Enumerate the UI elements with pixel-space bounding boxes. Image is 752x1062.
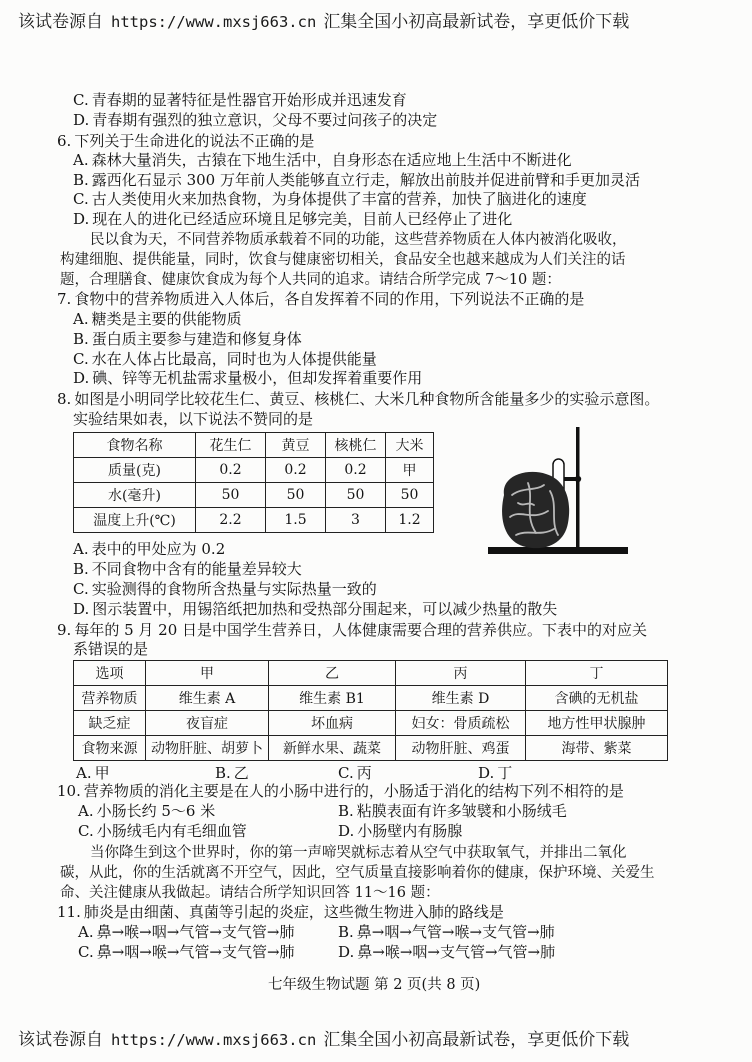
q10-option-a xyxy=(78,801,215,821)
question-number: 6. xyxy=(57,132,72,150)
q9-option-c xyxy=(338,763,372,783)
foil-wrapped-food xyxy=(502,472,569,548)
option-label: D. xyxy=(73,111,90,129)
option-text: 鼻→喉→咽→支气管→气管→肺 xyxy=(357,943,556,961)
table-cell: 动物肝脏、胡萝卜 xyxy=(146,736,269,761)
q11-option-b xyxy=(338,922,555,942)
question-number: 8. xyxy=(57,390,72,408)
option-text: 鼻→喉→咽→气管→支气管→肺 xyxy=(96,923,295,941)
question-stem: 每年的 5 月 20 日是中国学生营养日，人体健康需要合理的营养供应。下表中的对应关 xyxy=(74,621,648,639)
q6-option-b xyxy=(73,170,640,190)
table-cell: 妇女：骨质疏松 xyxy=(396,711,526,736)
nutrition-table xyxy=(73,660,668,761)
table-cell: 甲 xyxy=(386,458,434,483)
foil-crease xyxy=(518,503,534,505)
option-label: C. xyxy=(73,580,89,598)
option-label: A. xyxy=(73,310,89,328)
option-text: 鼻→咽→喉→气管→支气管→肺 xyxy=(96,943,295,961)
table-header-cell: 乙 xyxy=(269,661,396,686)
q9-option-d xyxy=(478,763,512,783)
passage-7-10-line: 题，合理膳食、健康饮食成为每个人共同的追求。请结合所学完成 7～10 题： xyxy=(60,272,561,288)
question-stem: 下列关于生命进化的说法不正确的是 xyxy=(74,132,315,150)
table-header-cell: 核桃仁 xyxy=(326,433,386,458)
question-stem: 营养物质的消化主要是在人的小肠中进行的，小肠适于消化的结构下列不相符的是 xyxy=(83,782,624,800)
watermark-prefix: 该试卷源自 xyxy=(18,1030,103,1050)
table-cell: 1.2 xyxy=(386,508,434,533)
table-row xyxy=(74,483,434,508)
option-label: B. xyxy=(73,330,89,348)
table-header-cell: 选项 xyxy=(74,661,146,686)
table-cell: 食物来源 xyxy=(74,736,146,761)
option-text: 表中的甲处应为 0.2 xyxy=(91,540,226,558)
table-cell: 50 xyxy=(386,483,434,508)
table-row xyxy=(74,686,668,711)
option-text: 鼻→咽→气管→喉→支气管→肺 xyxy=(356,923,555,941)
table-cell: 0.2 xyxy=(326,458,386,483)
question-stem: 如图是小明同学比较花生仁、黄豆、核桃仁、大米几种食物所含能量多少的实验示意图。 xyxy=(74,390,660,408)
table-cell: 2.2 xyxy=(196,508,266,533)
question-number: 7. xyxy=(57,290,72,308)
option-label: C. xyxy=(73,91,89,109)
q9-option-a xyxy=(76,763,110,783)
option-text: 现在人的进化已经适应环境且足够完美，目前人已经停止了进化 xyxy=(92,210,513,228)
option-text: 丁 xyxy=(497,764,513,782)
q9-option-b xyxy=(215,763,249,783)
table-cell: 海带、紫菜 xyxy=(526,736,668,761)
table-cell: 缺乏症 xyxy=(74,711,146,736)
table-cell: 质量(克) xyxy=(74,458,196,483)
experiment-apparatus-figure xyxy=(488,425,628,557)
question-number: 10. xyxy=(57,782,81,800)
option-label: A. xyxy=(76,764,92,782)
stand-base-plate xyxy=(488,547,628,554)
table-cell: 水(毫升) xyxy=(74,483,196,508)
q11-option-d xyxy=(338,942,555,962)
option-text: 乙 xyxy=(233,764,249,782)
passage-7-10-line: 构建细胞、提供能量，同时，饮食与健康密切相关，食品安全也越来越成为人们关注的话 xyxy=(60,252,626,268)
food-energy-table xyxy=(73,432,434,533)
table-cell: 3 xyxy=(326,508,386,533)
q11-stem xyxy=(57,902,504,922)
q10-option-b xyxy=(338,801,567,821)
option-text: 小肠长约 5～6 米 xyxy=(96,802,216,820)
q5-option-d xyxy=(73,110,437,130)
q5-option-c xyxy=(73,90,407,110)
table-header-cell: 食物名称 xyxy=(74,433,196,458)
table-row xyxy=(74,508,434,533)
option-text: 青春期有强烈的独立意识，父母不要过问孩子的决定 xyxy=(92,111,438,129)
option-label: C. xyxy=(338,764,354,782)
table-cell: 新鲜水果、蔬菜 xyxy=(269,736,396,761)
option-text: 露西化石显示 300 万年前人类能够直立行走，解放出前肢并促进前臂和手更加灵活 xyxy=(91,171,640,189)
option-label: A. xyxy=(73,151,89,169)
table-cell: 夜盲症 xyxy=(146,711,269,736)
clamp-screw xyxy=(575,476,581,482)
option-text: 丙 xyxy=(356,764,372,782)
q6-option-d xyxy=(73,209,512,229)
table-header-cell: 丙 xyxy=(396,661,526,686)
q10-option-c xyxy=(78,821,247,841)
q8-option-d xyxy=(73,599,557,619)
option-text: 糖类是主要的供能物质 xyxy=(91,310,242,328)
option-text: 青春期的显著特征是性器官开始形成并迅速发育 xyxy=(91,91,407,109)
option-text: 图示装置中，用锡箔纸把加热和受热部分围起来，可以减少热量的散失 xyxy=(92,600,558,618)
table-cell: 动物肝脏、鸡蛋 xyxy=(396,736,526,761)
q11-option-a xyxy=(78,922,294,942)
table-cell: 地方性甲状腺肿 xyxy=(526,711,668,736)
watermark-prefix: 该试卷源自 xyxy=(18,12,103,32)
q6-option-a xyxy=(73,150,572,170)
option-text: 森林大量消失，古猿在下地生活中，自身形态在适应地上生活中不断进化 xyxy=(91,151,572,169)
table-cell: 50 xyxy=(326,483,386,508)
table-cell: 温度上升(℃) xyxy=(74,508,196,533)
table-cell: 维生素 A xyxy=(146,686,269,711)
table-header-cell: 大米 xyxy=(386,433,434,458)
table-row xyxy=(74,736,668,761)
option-text: 粘膜表面有许多皱襞和小肠绒毛 xyxy=(356,802,567,820)
page-footer: 七年级生物试题 第 2 页(共 8 页) xyxy=(268,977,481,993)
table-header-row xyxy=(74,433,434,458)
table-header-row xyxy=(74,661,668,686)
q9-stem xyxy=(57,620,647,640)
option-text: 小肠壁内有肠腺 xyxy=(357,822,463,840)
option-label: A. xyxy=(78,802,94,820)
q8-option-b xyxy=(73,559,302,579)
option-label: D. xyxy=(73,369,90,387)
option-text: 碘、锌等无机盐需求量极小，但却发挥着重要作用 xyxy=(92,369,423,387)
table-header-cell: 黄豆 xyxy=(266,433,326,458)
experiment-apparatus-icon xyxy=(488,425,628,557)
option-label: A. xyxy=(73,540,89,558)
option-text: 甲 xyxy=(94,764,110,782)
q11-option-c xyxy=(78,942,295,962)
watermark-suffix: 汇集全国小初高最新试卷，享更低价下载 xyxy=(323,12,630,32)
table-cell: 维生素 B1 xyxy=(269,686,396,711)
table-cell: 坏血病 xyxy=(269,711,396,736)
table-header-cell: 丁 xyxy=(526,661,668,686)
watermark-url: https://www.mxsj663.cn xyxy=(111,13,317,31)
option-text: 小肠绒毛内有毛细血管 xyxy=(96,822,247,840)
passage-7-10-line: 民以食为天，不同营养物质承载着不同的功能，这些营养物质在人体内被消化吸收， xyxy=(90,232,627,248)
watermark-url: https://www.mxsj663.cn xyxy=(111,1031,317,1049)
q7-stem xyxy=(57,289,584,309)
q10-option-d xyxy=(338,821,462,841)
question-number: 9. xyxy=(57,621,72,639)
option-text: 不同食物中含有的能量差异较大 xyxy=(91,560,302,578)
option-label: D. xyxy=(478,764,495,782)
option-text: 水在人体占比最高，同时也为人体提供能量 xyxy=(91,350,377,368)
option-label: B. xyxy=(73,560,89,578)
option-label: D. xyxy=(73,600,90,618)
q8-option-a xyxy=(73,539,225,559)
option-label: D. xyxy=(338,943,355,961)
option-label: C. xyxy=(78,822,94,840)
q6-option-c xyxy=(73,189,587,209)
q8-option-c xyxy=(73,579,377,599)
question-stem: 肺炎是由细菌、真菌等引起的炎症，这些微生物进入肺的路线是 xyxy=(83,903,504,921)
table-cell: 50 xyxy=(266,483,326,508)
table-cell: 0.2 xyxy=(266,458,326,483)
q7-option-b xyxy=(73,329,302,349)
q7-option-a xyxy=(73,309,242,329)
option-label: D. xyxy=(338,822,355,840)
q6-stem xyxy=(57,131,314,151)
table-cell: 维生素 D xyxy=(396,686,526,711)
option-label: A. xyxy=(78,923,94,941)
option-label: B. xyxy=(338,923,354,941)
q7-option-d xyxy=(73,368,422,388)
option-text: 古人类使用火来加热食物，为身体提供了丰富的营养，加快了脑进化的速度 xyxy=(91,190,587,208)
source-watermark-bottom xyxy=(18,1028,629,1052)
stand-rod xyxy=(576,427,580,548)
option-label: B. xyxy=(215,764,231,782)
q7-option-c xyxy=(73,349,377,369)
option-text: 实验测得的食物所含热量与实际热量一致的 xyxy=(91,580,377,598)
source-watermark-top xyxy=(18,10,629,34)
table-cell: 1.5 xyxy=(266,508,326,533)
watermark-suffix: 汇集全国小初高最新试卷，享更低价下载 xyxy=(323,1030,630,1050)
option-label: B. xyxy=(73,171,89,189)
question-number: 11. xyxy=(57,903,81,921)
table-header-cell: 甲 xyxy=(146,661,269,686)
option-label: C. xyxy=(73,190,89,208)
option-text: 蛋白质主要参与建造和修复身体 xyxy=(91,330,302,348)
table-row xyxy=(74,458,434,483)
table-cell: 0.2 xyxy=(196,458,266,483)
option-label: C. xyxy=(73,350,89,368)
q8-stem-continued: 实验结果如表，以下说法不赞同的是 xyxy=(73,410,314,428)
option-label: D. xyxy=(73,210,90,228)
passage-11-16-line: 命、关注健康从我做起。请结合所学知识回答 11～16 题： xyxy=(60,885,440,901)
q8-stem xyxy=(57,389,659,409)
table-cell: 营养物质 xyxy=(74,686,146,711)
option-label: C. xyxy=(78,943,94,961)
table-header-cell: 花生仁 xyxy=(196,433,266,458)
table-cell: 含碘的无机盐 xyxy=(526,686,668,711)
passage-11-16-line: 碳，从此，你的生活就离不开空气，因此，空气质量直接影响着你的健康，保护环境、关爱生 xyxy=(60,865,655,881)
q10-stem xyxy=(57,781,624,801)
question-stem: 食物中的营养物质进入人体后，各自发挥着不同的作用，下列说法不正确的是 xyxy=(74,290,585,308)
option-label: B. xyxy=(338,802,354,820)
table-row xyxy=(74,711,668,736)
q9-stem-continued: 系错误的是 xyxy=(73,640,149,658)
table-cell: 50 xyxy=(196,483,266,508)
passage-11-16-line: 当你降生到这个世界时，你的第一声啼哭就标志着从空气中获取氧气，并排出二氧化 xyxy=(90,845,627,861)
